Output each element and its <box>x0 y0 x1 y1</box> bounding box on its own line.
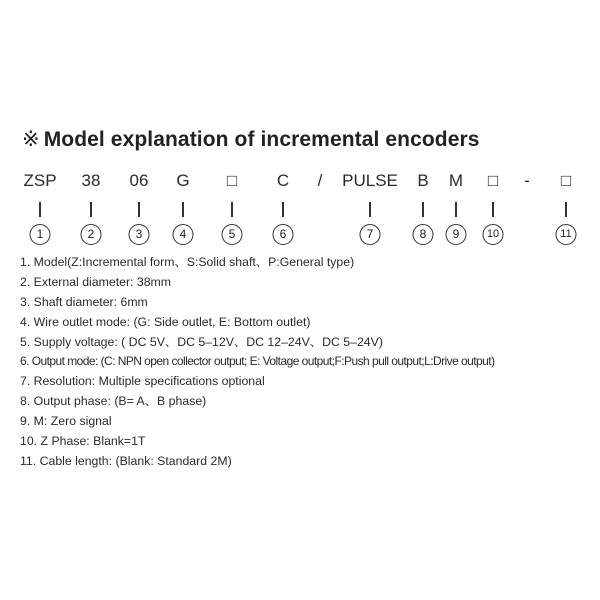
code-token-m: M <box>448 171 464 190</box>
code-token-g: G <box>176 171 190 190</box>
tick-mark <box>369 202 371 217</box>
model-code-row <box>0 171 600 197</box>
index-number-10: 10 <box>483 224 504 245</box>
tick-row <box>0 202 600 220</box>
explanation-list <box>20 253 595 472</box>
page-title <box>22 127 480 152</box>
title-text: Model explanation of incremental encoders <box>43 128 480 151</box>
tick-mark <box>492 202 494 217</box>
index-number-5: 5 <box>222 224 243 245</box>
tick-mark <box>565 202 567 217</box>
list-item: 3. Shaft diameter: 6mm <box>20 294 148 309</box>
tick-mark <box>422 202 424 217</box>
index-number-8: 8 <box>413 224 434 245</box>
tick-mark <box>90 202 92 217</box>
tick-mark <box>231 202 233 217</box>
index-number-9: 9 <box>446 224 467 245</box>
tick-mark <box>282 202 284 217</box>
index-number-3: 3 <box>129 224 150 245</box>
index-number-row <box>0 224 600 248</box>
list-item: 8. Output phase: (B= A、B phase) <box>20 394 207 409</box>
tick-mark <box>138 202 140 217</box>
code-token-b: B <box>417 171 429 190</box>
code-token-box-5: □ <box>226 171 238 190</box>
reference-mark-icon: ※ <box>22 127 40 151</box>
tick-mark <box>39 202 41 217</box>
list-item: 9. M: Zero signal <box>20 414 112 429</box>
code-token-zsp: ZSP <box>23 171 57 190</box>
index-number-7: 7 <box>360 224 381 245</box>
code-token-slash: / <box>317 171 323 190</box>
code-token-box-10: □ <box>487 171 499 190</box>
list-item: 10. Z Phase: Blank=1T <box>20 434 146 449</box>
code-token-dash: - <box>524 171 530 190</box>
list-item: 6. Output mode: (C: NPN open collector output; E: Voltage output;F:Push pull output;L:Drive output) <box>20 354 495 369</box>
code-token-c: C <box>276 171 290 190</box>
code-token-06: 06 <box>129 171 149 190</box>
tick-mark <box>455 202 457 217</box>
code-token-38: 38 <box>81 171 101 190</box>
index-number-6: 6 <box>273 224 294 245</box>
index-number-1: 1 <box>30 224 51 245</box>
code-token-box-11: □ <box>560 171 572 190</box>
index-number-4: 4 <box>173 224 194 245</box>
tick-mark <box>182 202 184 217</box>
list-item: 7. Resolution: Multiple specifications optional <box>20 374 265 389</box>
list-item: 4. Wire outlet mode: (G: Side outlet, E: Bottom outlet) <box>20 314 311 329</box>
list-item: 11. Cable length: (Blank: Standard 2M) <box>20 453 232 468</box>
list-item: 1. Model(Z:Incremental form、S:Solid shaft、P:General type) <box>20 255 355 269</box>
code-token-pulse: PULSE <box>342 171 398 190</box>
list-item: 5. Supply voltage: ( DC 5V、DC 5–12V、DC 12–24V、DC 5–24V) <box>20 334 383 349</box>
index-number-11: 11 <box>556 224 577 245</box>
index-number-2: 2 <box>81 224 102 245</box>
list-item: 2. External diameter: 38mm <box>20 274 172 289</box>
